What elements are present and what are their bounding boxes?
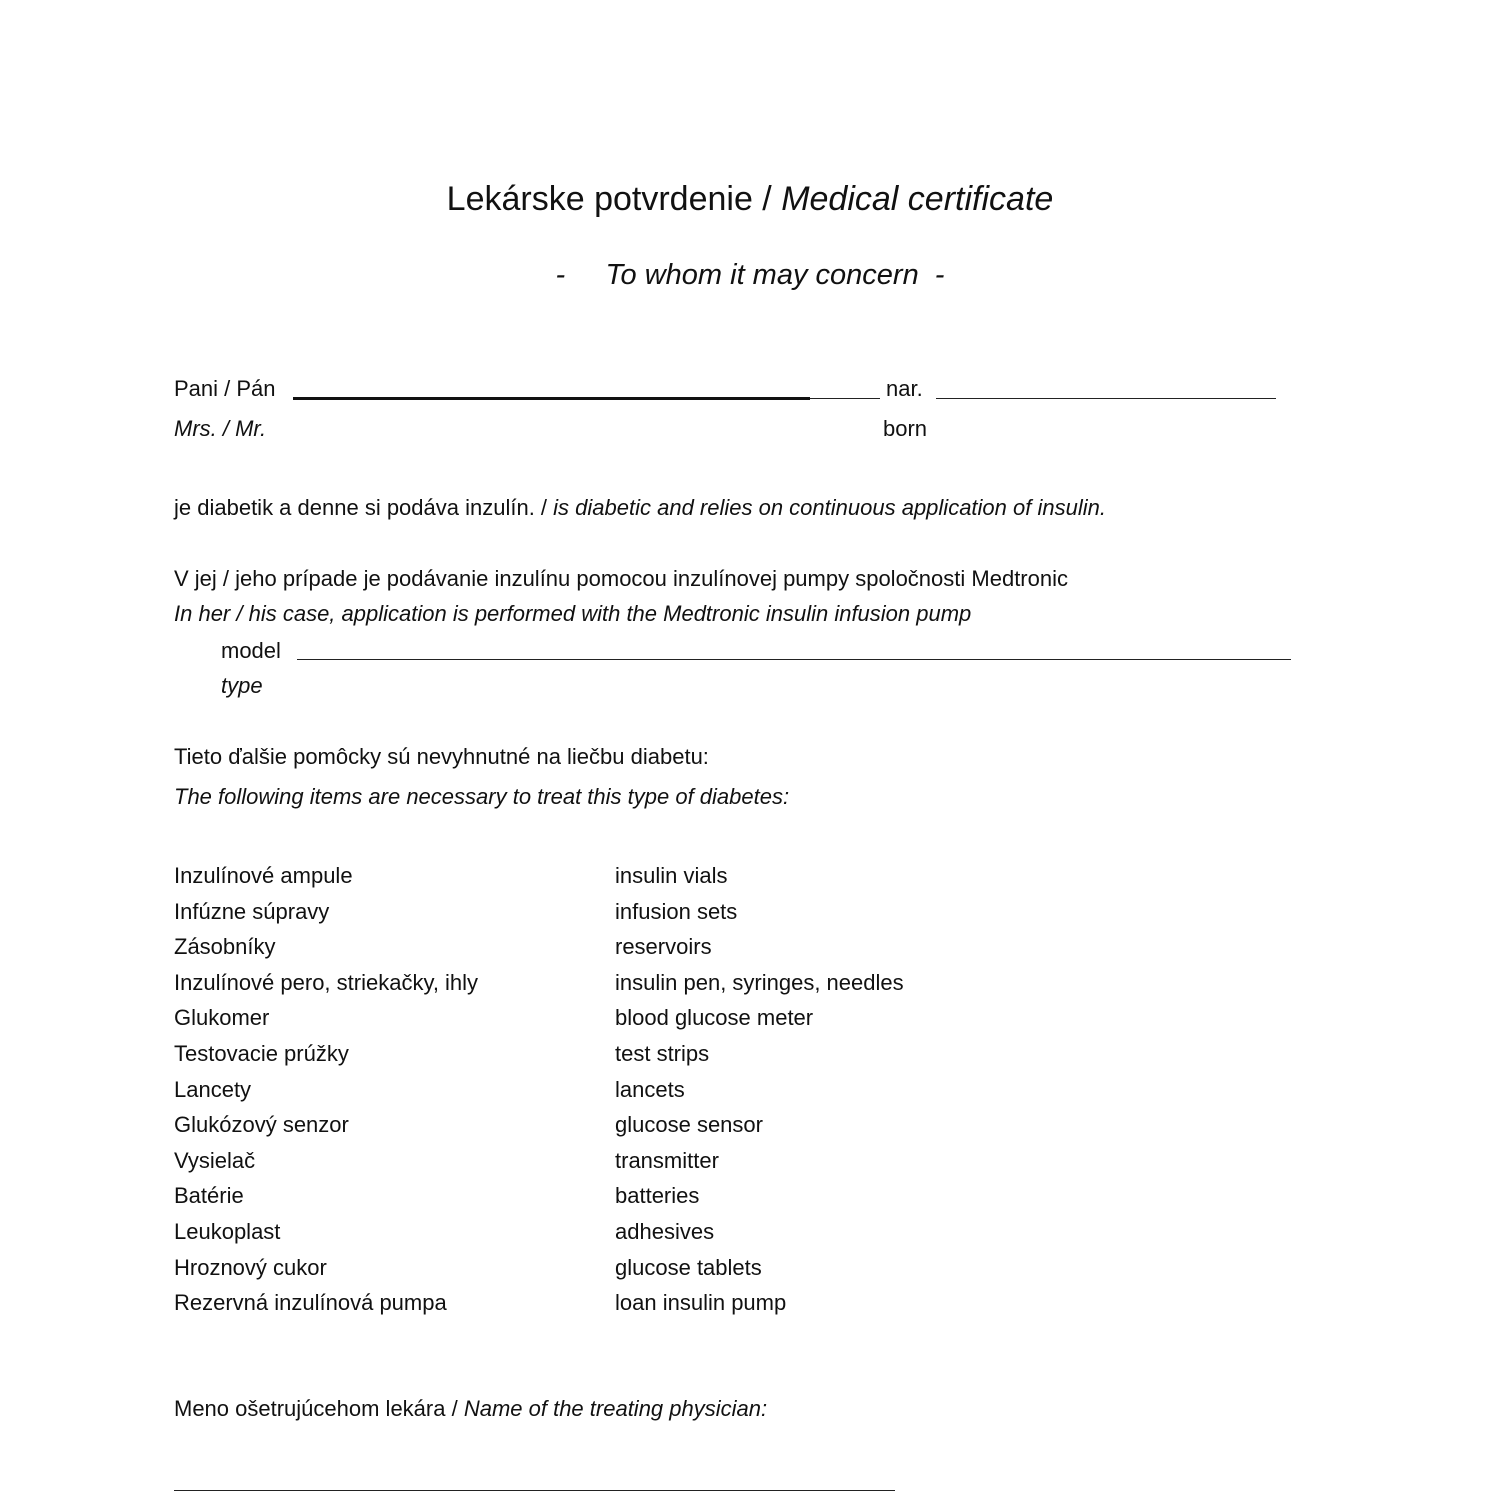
item-sk: Inzulínové pero, striekačky, ihly (174, 969, 479, 995)
item-sk: Leukoplast (174, 1219, 281, 1244)
item-en: transmitter (615, 1147, 719, 1173)
item-en: reservoirs (615, 934, 712, 960)
born-label-sk: nar. (886, 376, 923, 401)
item-sk: Vysielač (174, 1147, 256, 1173)
patient-label-en: Mrs. / Mr. (174, 416, 267, 441)
page-title (0, 179, 1500, 219)
item-sk: Infúzne súpravy (174, 898, 330, 924)
physician-en: Name of the treating physician: (463, 1396, 768, 1421)
pump-statement-en: In her / his case, application is performed with the Medtronic insulin infusion pump (174, 601, 972, 626)
physician-label (174, 1396, 767, 1422)
type-label: type (221, 673, 263, 698)
title-sk: Lekárske potvrdenie / (446, 180, 782, 218)
diabetic-sk: je diabetik a denne si podáva inzulín. / (174, 495, 554, 520)
item-sk: Inzulínové ampule (174, 863, 353, 888)
item-en: lancets (615, 1076, 685, 1102)
item-sk: Testovacie prúžky (174, 1041, 349, 1066)
item-sk: Hroznový cukor (174, 1254, 327, 1280)
model-label: model (221, 638, 281, 663)
item-en: glucose sensor (615, 1112, 763, 1138)
item-en: test strips (615, 1041, 710, 1066)
birth-date-field[interactable] (936, 398, 1276, 399)
item-en: infusion sets (615, 898, 738, 924)
model-field[interactable] (297, 659, 1291, 660)
item-sk: Zásobníky (174, 934, 276, 960)
items-intro-sk: Tieto ďalšie pomôcky sú nevyhnutné na liečbu diabetu: (174, 744, 709, 769)
item-sk: Batérie (174, 1183, 244, 1209)
patient-name-field[interactable] (293, 397, 810, 400)
diabetic-statement (174, 495, 1106, 521)
physician-sk: Meno ošetrujúcehom lekára / (174, 1396, 464, 1421)
item-sk: Glukózový senzor (174, 1112, 349, 1138)
patient-label-sk: Pani / Pán (174, 376, 276, 401)
item-en: adhesives (615, 1219, 715, 1244)
subtitle: - To whom it may concern - (555, 259, 945, 291)
item-en: batteries (615, 1183, 700, 1209)
items-intro-en: The following items are necessary to treat this type of diabetes: (174, 784, 790, 809)
patient-name-field-ext[interactable] (810, 398, 880, 399)
diabetic-en: is diabetic and relies on continuous application of insulin. (553, 495, 1106, 520)
item-sk: Glukomer (174, 1005, 270, 1031)
title-en: Medical certificate (781, 180, 1054, 218)
item-en: blood glucose meter (615, 1005, 814, 1031)
item-en: insulin pen, syringes, needles (615, 969, 904, 995)
item-en: insulin vials (615, 863, 728, 888)
physician-name-field[interactable] (174, 1490, 895, 1491)
born-label-en: born (883, 416, 928, 441)
pump-statement-sk: V jej / jeho prípade je podávanie inzulínu pomocou inzulínovej pumpy spoločnosti Medtronic (174, 566, 1068, 591)
item-en: loan insulin pump (615, 1290, 787, 1316)
item-sk: Rezervná inzulínová pumpa (174, 1290, 447, 1316)
item-sk: Lancety (174, 1076, 252, 1102)
item-en: glucose tablets (615, 1254, 762, 1280)
